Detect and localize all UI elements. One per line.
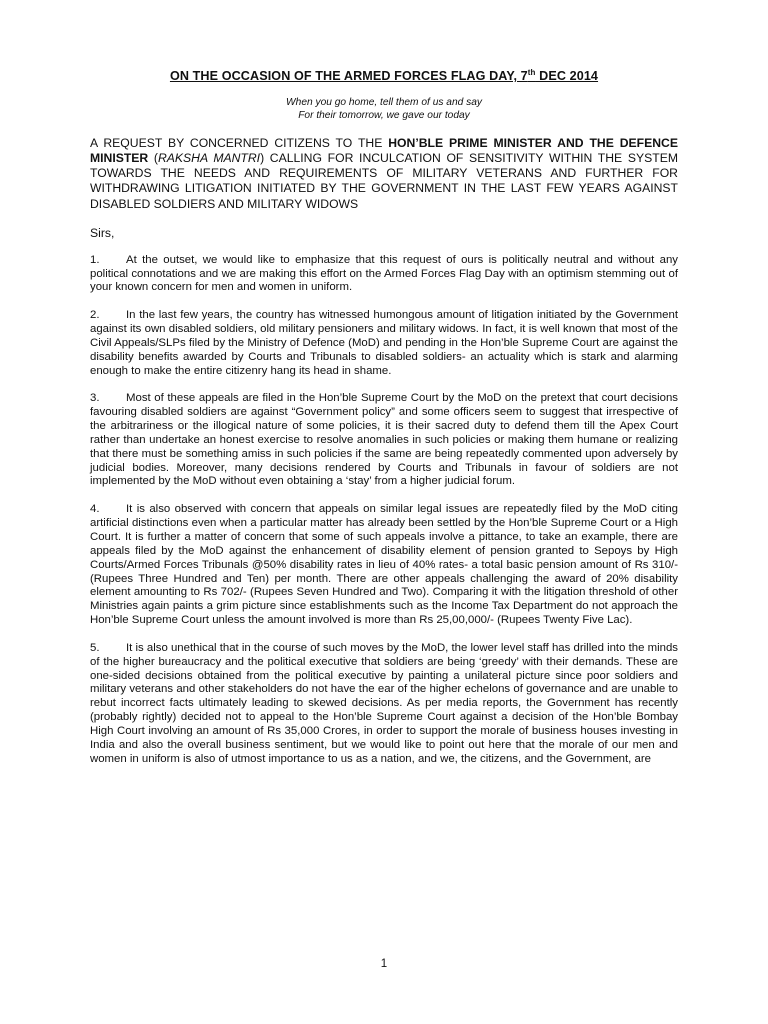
paragraph-2	[90, 309, 678, 378]
paragraph-number: 5.	[90, 641, 100, 654]
paragraph-text: Most of these appeals are filed in the Hon’ble Supreme Court by the MoD on the pretext that court decisions favouring disabled soldiers are against “Government policy” and some officers seem to suggest that irrespective of the arbitrariness or the illogical nature of some policies, it is their sacred duty to defend them till the Apex Court rather than undertake an honest exercise to resolve anomalies in such policies or making them humane or realizing that there must be something amiss in such policies if the same are being repeatedly commented upon adversely by judicial bodies. Moreover, many decisions rendered by Courts and Tribunals in favour of soldiers are not implemented by the MoD without even obtaining a ‘stay’ from a higher judicial forum.	[90, 392, 678, 488]
document-title	[90, 68, 678, 83]
request-addressee: HON’BLE PRIME MINISTER AND THE DEFENCE MINISTER	[90, 136, 678, 166]
paragraph-3	[90, 392, 678, 489]
paragraph-number: 3.	[90, 392, 100, 405]
paragraph-1	[90, 254, 678, 296]
title-text: ON THE OCCASION OF THE ARMED FORCES FLAG DAY, 7	[169, 69, 528, 84]
paragraph-number: 1.	[90, 253, 100, 266]
document-page	[90, 68, 678, 781]
request-heading: A REQUEST BY CONCERNED CITIZENS TO THE HON’BLE PRIME MINISTER AND THE DEFENCE MINISTER (RAKSHA MANTRI) CALLING FOR INCULCATION OF SENSITIVITY WITHIN THE SYSTEM TOWARDS THE NEEDS AND REQUIREMENTS OF MILITARY VETERANS AND FURTHER FOR WITHDRAWING LITIGATION INITIATED BY THE GOVERNMENT IN THE LAST FEW YEARS AGAINST DISABLED SOLDIERS AND MILITARY WIDOWS	[90, 136, 678, 211]
quote-line-1: When you go home, tell them of us and say	[286, 97, 482, 109]
page-number: 1	[380, 958, 388, 970]
paragraph-number: 2.	[90, 309, 100, 322]
quote-line-2: For their tomorrow, we gave our today	[298, 109, 470, 121]
paragraph-text: In the last few years, the country has witnessed humongous amount of litigation initiated by the Government against its own disabled soldiers, old military pensioners and military widows. In fact, it is well known that most of the Civil Appeals/SLPs filed by the Ministry of Defence (MoD) and pending in the Hon’ble Supreme Court are against the disability benefits awarded by Courts and Tribunals to disabled soldiers- an actuality which is stark and alarming enough to make the entire citizenry hang its head in shame.	[90, 309, 678, 377]
title-text-end: DEC 2014	[535, 69, 599, 84]
paragraph-5	[90, 642, 678, 767]
paragraph-text: At the outset, we would like to emphasize that this request of ours is politically neutral and without any political connotations and we are making this effort on the Armed Forces Flag Day with an optimism stemming out of your known concern for men and women in uniform.	[90, 253, 678, 294]
paragraph-4	[90, 503, 678, 628]
request-raksha-mantri: RAKSHA MANTRI	[157, 151, 261, 166]
salutation: Sirs,	[90, 225, 115, 240]
paragraph-number: 4.	[90, 503, 100, 516]
paragraph-text: It is also unethical that in the course of such moves by the MoD, the lower level staff has drilled into the minds of the higher bureaucracy and the political executive that soldiers are being ‘greedy’ with their demands. These are one-sided decisions obtained from the political executive by painting a unilateral picture since poor soldiers and military veterans and other stakeholders do not have the ear of the higher echelons of governance and are unable to rebut incorrect facts ultimately leading to skewed decisions. As per media reports, the Government has recently (probably rightly) decided not to appeal to the Hon’ble Supreme Court against a decision of the Hon’ble Bombay High Court involving an amount of Rs 35,000 Crores, in order to support the morale of business houses investing in India and also the overall business sentiment, but we would like to point out here that the morale of our men and women in uniform is also of utmost importance to us as a nation, and we, the citizens, and the Government, are	[90, 641, 678, 765]
paragraph-text: It is also observed with concern that appeals on similar legal issues are repeatedly filed by the MoD citing artificial distinctions even when a particular matter has already been settled by the Hon’ble Supreme Court or a High Court. It is further a matter of concern that some of such appeals involve a pittance, to take an example, there are appeals filed by the MoD against the enhancement of disability element of pension granted to Sepoys by High Courts/Armed Forces Tribunals @50% disability rates in lieu of 40% rates- a total basic pension amount of Rs 310/- (Rupees Three Hundred and Ten) per month. There are other appeals challenging the award of 20% disability element amounting to Rs 702/- (Rupees Seven Hundred and Two). Comparing it with the litigation threshold of other Ministries again paints a grim picture since establishments such as the Income Tax Department do not approach the Hon’ble Supreme Court unless the amount involved is more than Rs 25,00,000/- (Rupees Twenty Five Lac).	[90, 503, 678, 627]
epigraph-quote	[90, 97, 678, 122]
title-superscript: th	[527, 68, 536, 77]
